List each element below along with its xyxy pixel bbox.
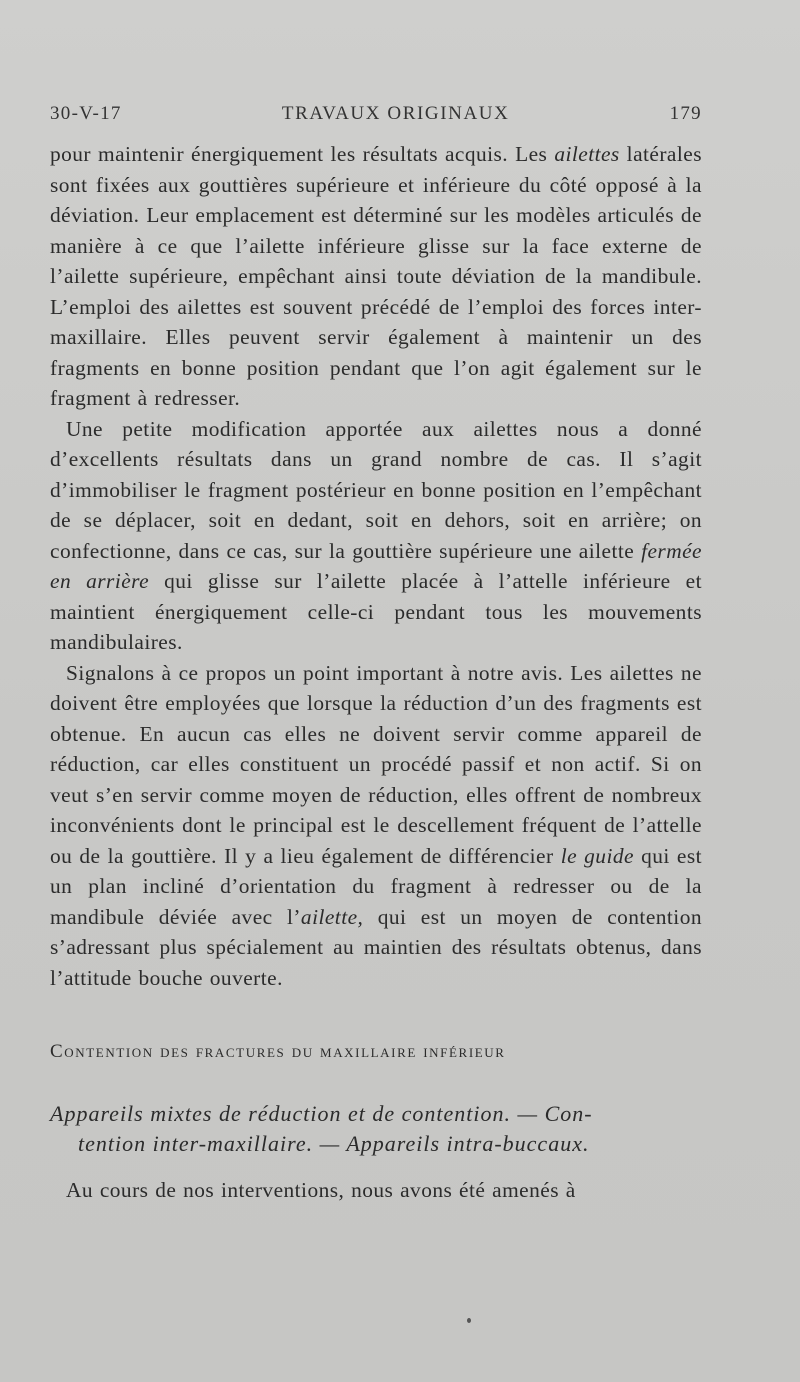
paragraph-1 (50, 139, 702, 414)
paragraph-2-italic-fermee: fermée en arrière (50, 538, 702, 593)
paragraph-2-part-b: qui glisse sur l’ailette placée à l’attelle inférieure et maintient énergiquement celle-ci pendant tous les mouvements mandibulaires. (50, 569, 703, 654)
page-number: 179 (669, 103, 702, 124)
paragraph-2-part-a: Une petite modification apportée aux ailettes nous a donné d’excellents résultats dans un grand nombre de cas. Il s’agit d’immobiliser le fragment postérieur en bonne position en l’empêchant de se déplacer, soit en dedant, soit en dehors, soit en arrière; on confectionne, dans ce cas, sur la gouttière supérieure une ailette (50, 416, 702, 563)
subheading (50, 1099, 702, 1159)
paragraph-2 (50, 414, 702, 658)
paragraph-1-part-b: latérales sont fixées aux gouttières supérieure et inférieure du côté opposé à la déviation. Leur emplacement est déterminé sur les modèles articulés de manière à ce que l’ailette inférieure glisse sur la face externe de l’ailette supérieure, empêchant ainsi toute déviation de la mandibule. L’emploi des ailettes est souvent précédé de l’emploi des forces inter-maxillaire. Elles peuvent servir également à maintenir un des fragments en bonne position pendant que l’on agit également sur le fragment à redresser. (50, 142, 702, 410)
subheading-line-2: tention inter-maxillaire. — Appareils intra-buccaux. (78, 1131, 590, 1156)
header-title: TRAVAUX ORIGINAUX (281, 103, 510, 124)
paragraph-3-part-b: qui est un plan incliné d’orientation du fragment à redresser ou de la mandibule déviée avec l’ (50, 843, 702, 929)
section-heading: Contention des fractures du maxillaire inférieur (50, 1041, 506, 1062)
text-block (50, 103, 702, 1206)
paragraph-3-italic-guide: le guide (560, 843, 634, 868)
ink-speck (467, 1318, 471, 1323)
paragraph-3-part-a: Signalons à ce propos un point important à notre avis. Les ailettes ne doivent être employées que lorsque la réduction d’un des fragments est obtenue. En aucun cas elles ne doivent servir comme appareil de réduction, car elles constituent un procédé passif et non actif. Si on veut s’en servir comme moyen de réduction, elles offrent de nombreux inconvénients dont le principal est le descellement fréquent de l’attelle ou de la gouttière. Il y a lieu également de différencier (50, 660, 702, 868)
paragraph-3 (50, 658, 702, 994)
header-date: 30-V-17 (50, 103, 122, 124)
paragraph-4: Au cours de nos interventions, nous avons été amenés à (66, 1178, 576, 1202)
subheading-line-1: Appareils mixtes de réduction et de contention. — Con- (50, 1101, 593, 1126)
running-head (50, 103, 702, 139)
paragraph-3-italic-ailette: ailette, (300, 904, 364, 929)
paragraph-1-part-a: pour maintenir énergiquement les résultats acquis. Les (50, 142, 555, 166)
paragraph-3-part-c: qui est un moyen de contention s’adressant plus spécialement au maintien des résultats obtenus, dans l’attitude bouche ouverte. (50, 904, 702, 990)
paragraph-1-italic-ailettes: ailettes (554, 142, 620, 166)
